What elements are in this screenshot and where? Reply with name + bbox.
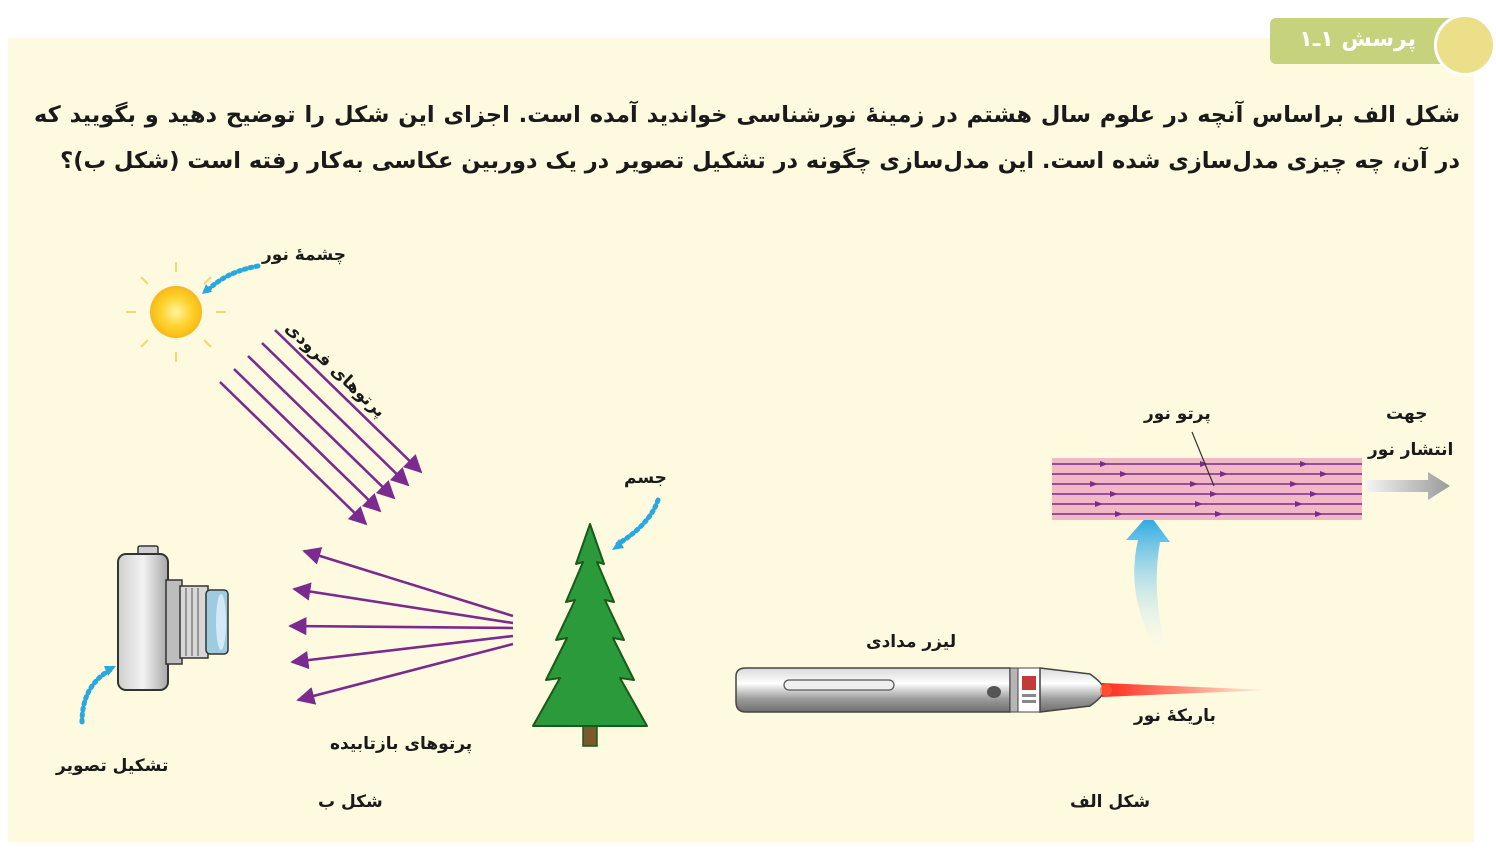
object-label: جسم [624, 468, 667, 488]
image-formation-label: تشکیل تصویر [56, 756, 169, 776]
question-number: پرسش ۱ـ۱ [1299, 27, 1416, 52]
image-formation-pointer [82, 670, 110, 722]
direction-label-line2: انتشار نور [1368, 440, 1454, 460]
sun-icon [126, 262, 226, 362]
direction-label-line1: جهت [1386, 404, 1428, 424]
camera-icon [118, 546, 228, 690]
light-ray-label: پرتو نور [1144, 404, 1211, 424]
reflected-rays [290, 551, 513, 700]
figure-b-caption: شکل ب [318, 792, 383, 812]
reflected-rays-label: پرتوهای بازتابیده [330, 734, 473, 754]
laser-pointer-label: لیزر مدادی [866, 632, 957, 652]
model-arrow [1126, 514, 1170, 660]
light-beam-label: باریکهٔ نور [1134, 706, 1216, 726]
incident-rays-label: پرتوهای فرودی [280, 318, 390, 422]
figure-a-caption: شکل الف [1070, 792, 1151, 812]
tree-object [533, 524, 647, 746]
propagation-direction-arrow [1366, 472, 1450, 500]
question-text: شکل الف براساس آنچه در علوم سال هشتم در زمینهٔ نورشناسی خواندید آمده است. اجزای این شکل را توضیح دهید و بگویید که در آن، چه چیزی مدل‌سازی شده است. این مدل‌سازی چگونه در تشکیل تصویر در یک دوربین عکاسی به‌کار رفته است (شکل ب)؟ [34, 102, 1460, 174]
object-pointer [618, 500, 658, 544]
laser-pointer-icon [736, 668, 1104, 712]
light-source-pointer [206, 266, 258, 292]
light-source-label: چشمهٔ نور [262, 245, 347, 265]
laser-beam [1102, 683, 1270, 697]
